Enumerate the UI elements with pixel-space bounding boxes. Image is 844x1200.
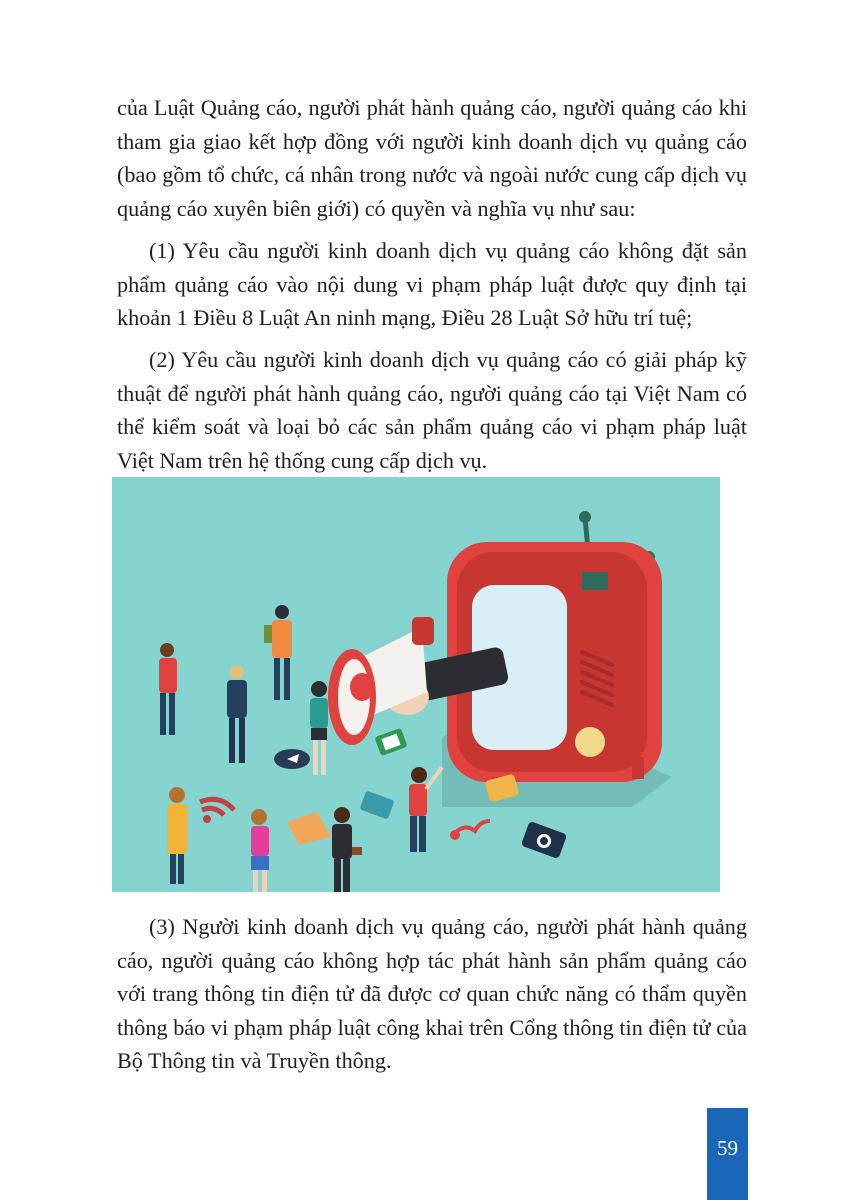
camera-icon [521,821,567,859]
music-note-icon [450,821,490,840]
page-number: 59 [707,1108,748,1200]
person [310,681,328,775]
person [159,643,177,735]
paragraph-item-1: (1) Yêu cầu người kinh doanh dịch vụ quảng cáo không đặt sản phẩm quảng cáo vào nội dung vi phạm pháp luật được quy định tại khoản 1 Điều 8 Luật An ninh mạng, Điều 28 Luật Sở hữu trí tuệ; [117,238,747,330]
rss-icon [200,799,234,823]
person [409,767,442,852]
person [251,809,269,892]
puzzle-icon [359,790,394,819]
paragraph-item-3: (3) Người kinh doanh dịch vụ quảng cáo, người phát hành quảng cáo, người quảng cáo không hợp tác phát hành sản phẩm quảng cáo với trang thông tin điện tử đã được cơ quan chức năng có thẩm quyền thông báo vi phạm pháp luật công khai trên Cổng thông tin điện tử của Bộ Thông tin và Truyền thông. [117,914,747,1073]
illustration-advertising [112,477,720,892]
play-icon [274,749,310,769]
wifi-icon [287,812,331,845]
image-icon [374,728,407,756]
person [332,807,362,892]
person [227,665,247,763]
paragraph-intro: của Luật Quảng cáo, người phát hành quảng cáo, người quảng cáo khi tham gia giao kết hợp đồng với người kinh doanh dịch vụ quảng cáo (bao gồm tổ chức, cá nhân trong nước và ngoài nước cung cấp dịch vụ quảng cáo xuyên biên giới) có quyền và nghĩa vụ như sau: [117,95,747,221]
person [167,787,187,884]
paragraph-item-2: (2) Yêu cầu người kinh doanh dịch vụ quảng cáo có giải pháp kỹ thuật để người phát hành quảng cáo, người quảng cáo tại Việt Nam có thể kiểm soát và loại bỏ các sản phẩm quảng cáo vi phạm pháp luật Việt Nam trên hệ thống cung cấp dịch vụ. [117,347,747,473]
person [264,605,292,700]
